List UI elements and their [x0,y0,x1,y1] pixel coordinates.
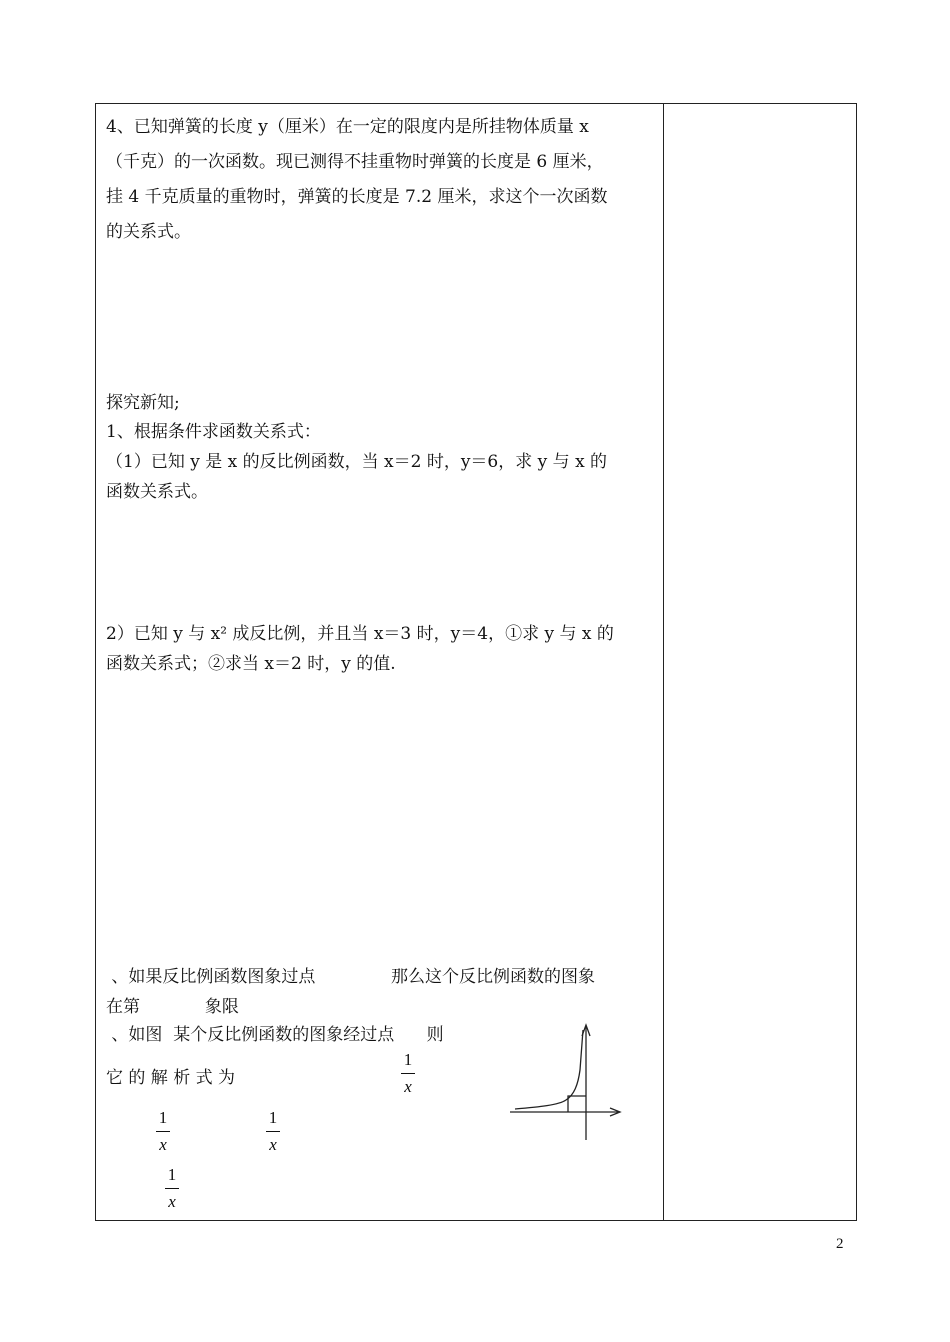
fraction-denominator: x [159,1135,167,1154]
problem4-line1: 4、已知弹簧的长度 y（厘米）在一定的限度内是所挂物体质量 x [106,117,589,137]
fraction-denominator: x [168,1192,176,1211]
hyperbola-figure [414,920,634,1145]
fraction-numerator: 1 [268,1108,278,1127]
hyperbola-curve [515,1030,583,1109]
problem4-line2: （千克）的一次函数。现已测得不挂重物时弹簧的长度是 6 厘米， [106,152,604,172]
fraction-one-over-x [151,1107,175,1156]
item1-q2-line2: 函数关系式；②求当 x＝2 时，y 的值. [106,654,396,674]
explore-heading: 探究新知; [106,393,180,413]
point-guide-lines [568,1096,586,1112]
item1-q2-line1: 2）已知 y 与 x² 成反比例，并且当 x＝3 时，y＝4，①求 y 与 x 的 [106,624,614,644]
fraction-bar [165,1188,179,1189]
column-divider [663,104,664,1220]
item1-q1-line1: （1）已知 y 是 x 的反比例函数，当 x＝2 时，y＝6，求 y 与 x 的 [106,452,608,472]
fraction-bar [266,1131,280,1132]
extra-q2-line1: 、如图 某个反比例函数的图象经过点 则 [106,1025,444,1045]
fraction-numerator: 1 [403,1050,413,1069]
fraction-denominator: x [404,1077,412,1096]
item1-title: 1、根据条件求函数关系式： [106,422,321,442]
extra-q1-line1: 、如果反比例函数图象过点 那么这个反比例函数的图象 [106,967,596,987]
fraction-denominator: x [269,1135,277,1154]
fraction-bar [401,1073,415,1074]
item1-q1-line2: 函数关系式。 [106,482,208,502]
fraction-numerator: 1 [158,1108,168,1127]
extra-q2-line2: 它 的 解 析 式 为 [106,1068,236,1088]
fraction-one-over-x [261,1107,285,1156]
problem4-line4: 的关系式。 [106,222,191,242]
problem4-line3: 挂 4 千克质量的重物时，弹簧的长度是 7.2 厘米，求这个一次函数 [106,187,608,207]
fraction-one-over-x [160,1164,184,1213]
extra-q1-line2: 在第 象限 [106,997,239,1017]
fraction-bar [156,1131,170,1132]
fraction-numerator: 1 [167,1165,177,1184]
page-number: 2 [836,1236,844,1252]
